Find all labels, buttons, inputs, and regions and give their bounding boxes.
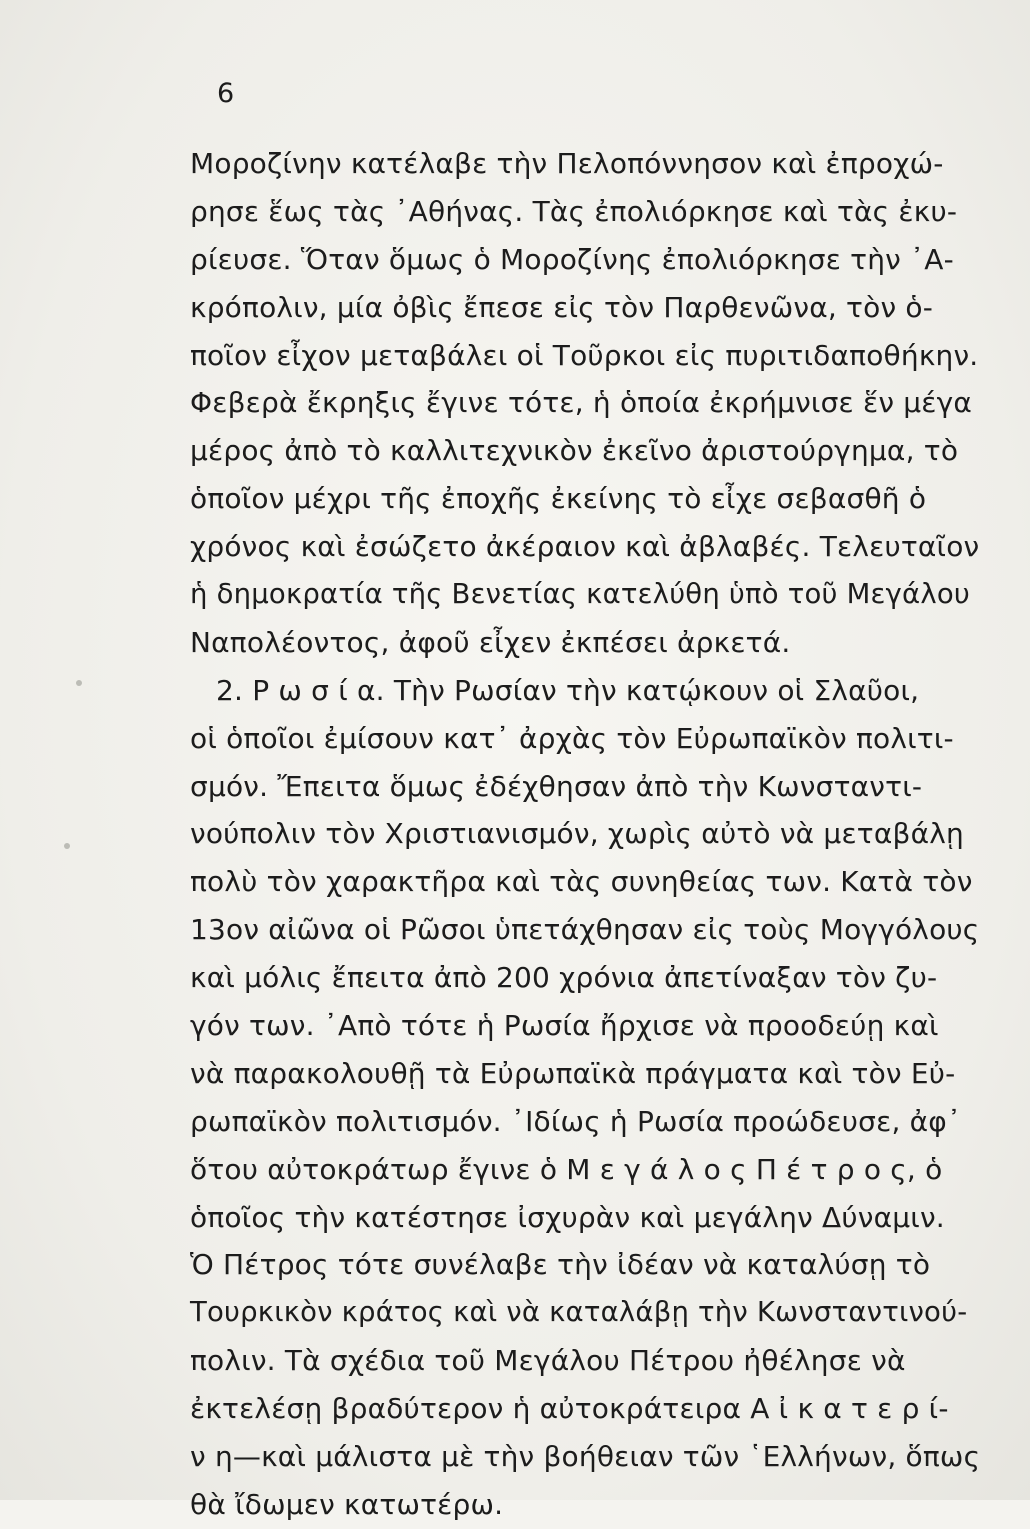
text-line: νὰ παρακολουθῇ τὰ Εὐρωπαϊκὰ πράγματα καὶ τὸν Εὐ- xyxy=(190,1056,956,1090)
text-line: σμόν. Ἔπειτα ὅμως ἐδέχθησαν ἀπὸ τὴν Κωνσταντι- xyxy=(190,769,923,803)
text-line: ἡ δημοκρατία τῆς Βενετίας κατελύθη ὑπὸ τοῦ Μεγάλου xyxy=(190,578,970,611)
text-line: Μοροζίνην κατέλαβε τὴν Πελοπόννησον καὶ ἐπροχώ- xyxy=(190,147,944,180)
text-line: Τουρκικὸν κράτος καὶ νὰ καταλάβῃ τὴν Κωνσταντινού- xyxy=(190,1296,968,1329)
text-line: πολὺ τὸν χαρακτῆρα καὶ τὰς συνηθείας των. Κατὰ τὸν xyxy=(190,865,973,899)
scan-speck xyxy=(64,843,70,849)
text-line: ρωπαϊκὸν πολιτισμόν. ᾿Ιδίως ἡ Ρωσία προώδευσε, ἀφ᾿ xyxy=(190,1104,962,1138)
text-line: 13ον αἰῶνα οἱ Ρῶσοι ὑπετάχθησαν εἰς τοὺς Μογγόλους xyxy=(190,913,980,947)
text-line: ρίευσε. Ὅταν ὅμως ὁ Μοροζίνης ἐπολιόρκησε τὴν ᾿Α- xyxy=(190,242,954,276)
text-line: ὅτου αὐτοκράτωρ ἔγινε ὁ Μ ε γ ά λ ο ς Π έ τ ρ ο ς, ὁ xyxy=(190,1152,943,1186)
text-line: πολιν. Τὰ σχέδια τοῦ Μεγάλου Πέτρου ἠθέλησε νὰ xyxy=(190,1344,906,1378)
scan-speck xyxy=(76,680,82,686)
text-line: καὶ μόλις ἔπειτα ἀπὸ 200 χρόνια ἀπετίναξαν τὸν ζυ- xyxy=(190,961,938,995)
text-line: Ναπολέοντος, ἀφοῦ εἶχεν ἐκπέσει ἀρκετά. xyxy=(190,625,791,659)
body-text xyxy=(190,140,980,1529)
text-line: οἱ ὁποῖοι ἐμίσουν κατ᾿ ἀρχὰς τὸν Εὐρωπαϊκὸν πολιτι- xyxy=(190,721,954,755)
text-line: ρησε ἕως τὰς ᾿Αθήνας. Τὰς ἐπολιόρκησε καὶ τὰς ἐκυ- xyxy=(190,194,958,228)
text-line: Ὁ Πέτρος τότε συνέλαβε τὴν ἰδέαν νὰ καταλύσῃ τὸ xyxy=(190,1248,931,1282)
text-line: χρόνος καὶ ἐσώζετο ἀκέραιον καὶ ἀβλαβές. Τελευταῖον xyxy=(190,530,980,564)
text-line: ὁποῖον μέχρι τῆς ἐποχῆς ἐκείνης τὸ εἶχε σεβασθῆ ὁ xyxy=(190,482,927,516)
text-line: μέρος ἀπὸ τὸ καλλιτεχνικὸν ἐκεῖνο ἀριστούργημα, τὸ xyxy=(190,434,959,468)
section-heading-line: 2. Ρ ω σ ί α. Τὴν Ρωσίαν τὴν κατῴκουν οἱ Σλαῦοι, xyxy=(216,673,920,707)
text-line: θὰ ἴδωμεν κατωτέρω. xyxy=(190,1487,504,1521)
text-line: ποῖον εἶχον μεταβάλει οἱ Τοῦρκοι εἰς πυριτιδαποθήκην. xyxy=(190,338,979,372)
text-line: γόν των. ᾿Απὸ τότε ἡ Ρωσία ἤρχισε νὰ προοδεύῃ καὶ xyxy=(190,1009,939,1043)
text-line: ὁποῖος τὴν κατέστησε ἰσχυρὰν καὶ μεγάλην Δύναμιν. xyxy=(190,1200,945,1234)
text-line: ν η—καὶ μάλιστα μὲ τὴν βοήθειαν τῶν ῾Ελλήνων, ὅπως xyxy=(190,1440,981,1474)
text-line: ἐκτελέσῃ βραδύτερον ἡ αὐτοκράτειρα Α ἰ κ α τ ε ρ ί- xyxy=(190,1392,949,1426)
page-number: 6 xyxy=(217,78,235,109)
text-line: κρόπολιν, μία ὀβὶς ἔπεσε εἰς τὸν Παρθενῶνα, τὸν ὁ- xyxy=(190,290,934,324)
text-line: Φεβερὰ ἔκρηξις ἔγινε τότε, ἡ ὁποία ἐκρήμνισε ἕν μέγα xyxy=(190,386,973,420)
text-line: νούπολιν τὸν Χριστιανισμόν, χωρὶς αὐτὸ νὰ μεταβάλῃ xyxy=(190,817,964,851)
